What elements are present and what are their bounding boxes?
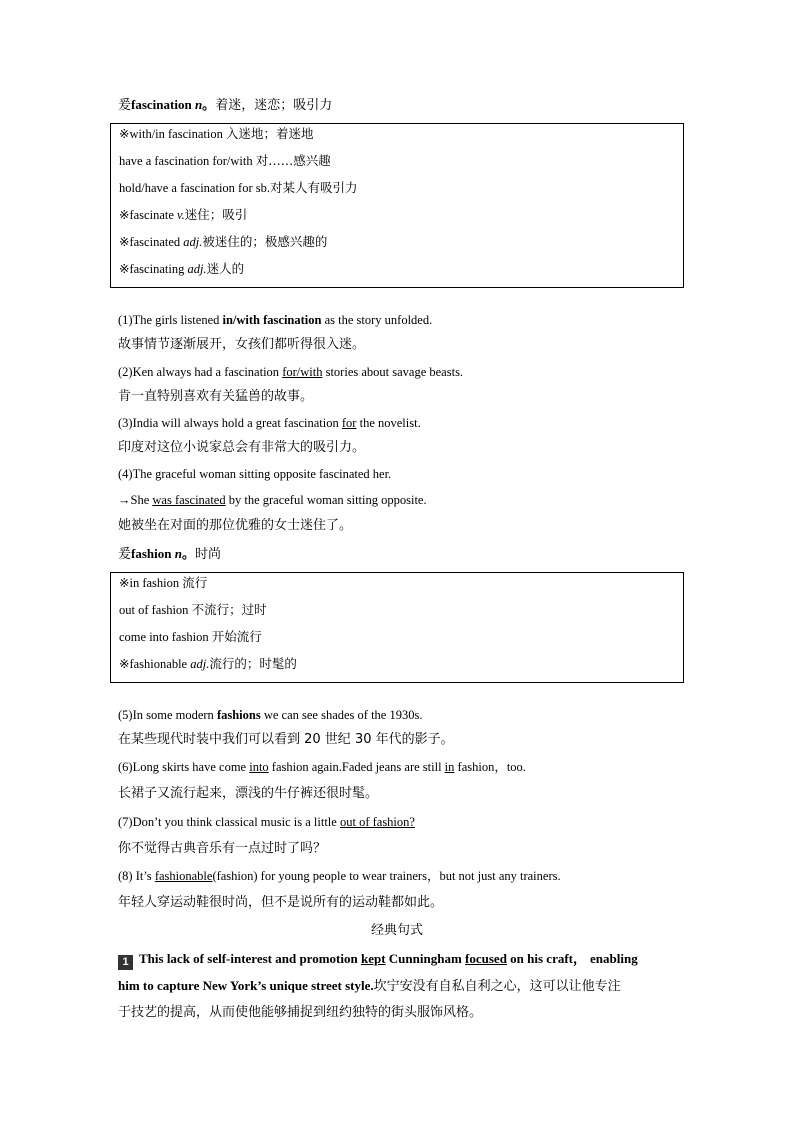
example-translation-5: 在某些现代时装中我们可以看到 20 世纪 30 年代的影子。 xyxy=(118,732,454,747)
example-sentence-5: (5)In some modern fashions we can see shades of the 1930s. xyxy=(118,708,423,722)
entry-marker: 爰 xyxy=(118,546,132,561)
example-sentence-6: (6)Long skirts have come into fashion again.Faded jeans are still in fashion，too. xyxy=(118,760,526,774)
classic-sentence-line-2: him to capture New York’s unique street style.坎宁安没有自私自利之心，这可以让他专注 xyxy=(118,978,621,994)
usage-line: ※fashionable adj.流行的；时髦的 xyxy=(119,656,297,671)
entry-pos: n xyxy=(194,97,203,112)
classic-sentence-line-1: 1 This lack of self-interest and promotion kept Cunningham focused on his craft， enabling xyxy=(118,950,638,970)
entry-heading-fascination xyxy=(118,96,332,114)
usage-line: ※fascinate v.迷住；吸引 xyxy=(119,207,248,222)
example-translation-8: 年轻人穿运动鞋很时尚，但不是说所有的运动鞋都如此。 xyxy=(118,895,444,910)
section-title: 经典句式 xyxy=(370,923,423,938)
usage-line: ※fascinated adj.被迷住的；极感兴趣的 xyxy=(119,234,328,249)
entry-meaning: 时尚 xyxy=(194,546,221,561)
entry-marker: 爰 xyxy=(118,97,132,112)
example-sentence-4: (4)The graceful woman sitting opposite fascinated her. xyxy=(118,467,392,481)
example-sentence-7: (7)Don’t you think classical music is a little out of fashion? xyxy=(118,815,415,829)
number-badge: 1 xyxy=(118,955,133,970)
entry-word: fashion xyxy=(131,546,172,561)
usage-line: come into fashion 开始流行 xyxy=(119,629,262,644)
entry-meaning: 着迷，迷恋；吸引力 xyxy=(215,97,333,112)
example-sentence-8: (8) It’s fashionable(fashion) for young people to wear trainers，but not just any trainers. xyxy=(118,869,561,883)
entry-heading-fashion xyxy=(118,545,221,563)
example-sentence-4-rewrite: →She was fascinated by the graceful woman sitting opposite. xyxy=(118,493,427,507)
example-translation-3: 印度对这位小说家总会有非常大的吸引力。 xyxy=(118,440,366,455)
usage-box-fascination xyxy=(110,123,684,288)
usage-line: ※fascinating adj.迷人的 xyxy=(119,261,245,276)
usage-line: hold/have a fascination for sb.对某人有吸引力 xyxy=(119,180,358,195)
usage-box-fashion xyxy=(110,572,684,683)
example-sentence-2: (2)Ken always had a fascination for/with stories about savage beasts. xyxy=(118,365,464,379)
entry-word: fascination xyxy=(131,97,192,112)
example-translation-7: 你不觉得古典音乐有一点过时了吗？ xyxy=(118,841,327,856)
classic-sentence-line-3: 于技艺的提高，从而使他能够捕捉到纽约独特的街头服饰风格。 xyxy=(118,1005,483,1020)
entry-pos: n xyxy=(174,546,182,561)
example-sentence-1: (1)The girls listened in/with fascination as the story unfolded. xyxy=(118,313,433,327)
usage-line: ※with/in fascination 入迷地；着迷地 xyxy=(119,126,314,141)
example-translation-2: 肯一直特别喜欢有关猛兽的故事。 xyxy=(118,389,314,404)
example-translation-4: 她被坐在对面的那位优雅的女士迷住了。 xyxy=(118,518,353,533)
example-sentence-3: (3)India will always hold a great fascination for the novelist. xyxy=(118,416,421,430)
entry-dot: 。 xyxy=(181,546,195,561)
example-translation-6: 长裙子又流行起来，漂浅的牛仔裤还很时髦。 xyxy=(118,786,379,801)
usage-line: ※in fashion 流行 xyxy=(119,575,208,590)
usage-line: have a fascination for/with 对……感兴趣 xyxy=(119,153,331,168)
example-translation-1: 故事情节逐渐展开，女孩们都听得很入迷。 xyxy=(118,337,366,352)
usage-line: out of fashion 不流行；过时 xyxy=(119,602,267,617)
entry-dot: 。 xyxy=(202,97,216,112)
